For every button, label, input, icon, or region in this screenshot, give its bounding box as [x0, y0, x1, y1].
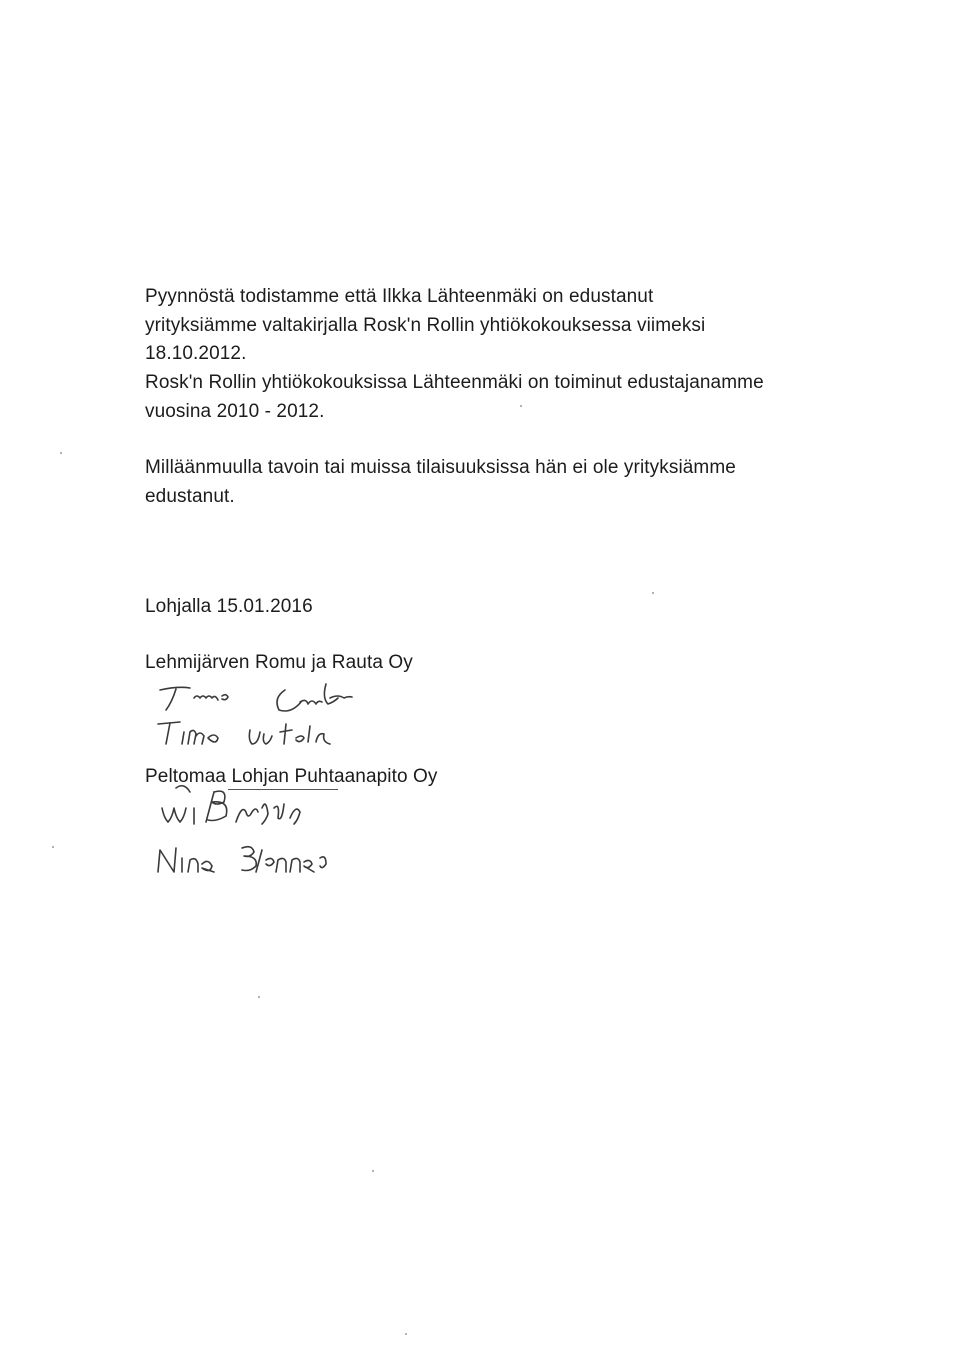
paragraph1-line-2: yrityksiämme valtakirjalla Rosk'n Rollin yhtiökokouksessa viimeksi [145, 315, 706, 336]
scan-speck [405, 1333, 407, 1335]
paragraph1-line-5: vuosina 2010 - 2012. [145, 401, 325, 422]
scan-speck [60, 452, 62, 454]
paragraph2-line-1: Milläänmuulla tavoin tai muissa tilaisuuksissa hän ei ole yrityksiämme [145, 457, 736, 478]
paragraph1-line-3: 18.10.2012. [145, 343, 247, 364]
paragraph1-line-1: Pyynnöstä todistamme että Ilkka Lähteenmäki on edustanut [145, 286, 654, 307]
scan-speck [52, 846, 54, 848]
scan-speck [520, 405, 522, 407]
signatory-2-company: Peltomaa Lohjan Puhtaanapito Oy [145, 766, 438, 787]
signatory-1-signature [150, 680, 390, 770]
signatory-1-company: Lehmijärven Romu ja Rauta Oy [145, 652, 413, 673]
scan-speck [258, 996, 260, 998]
scan-speck [652, 592, 654, 594]
place-date: Lohjalla 15.01.2016 [145, 596, 313, 617]
scan-speck [372, 1170, 374, 1172]
paragraph1-line-4: Rosk'n Rollin yhtiökokouksissa Lähteenmäki on toiminut edustajanamme [145, 372, 764, 393]
paragraph2-line-2: edustanut. [145, 486, 235, 507]
signatory-2-signature [150, 778, 390, 878]
